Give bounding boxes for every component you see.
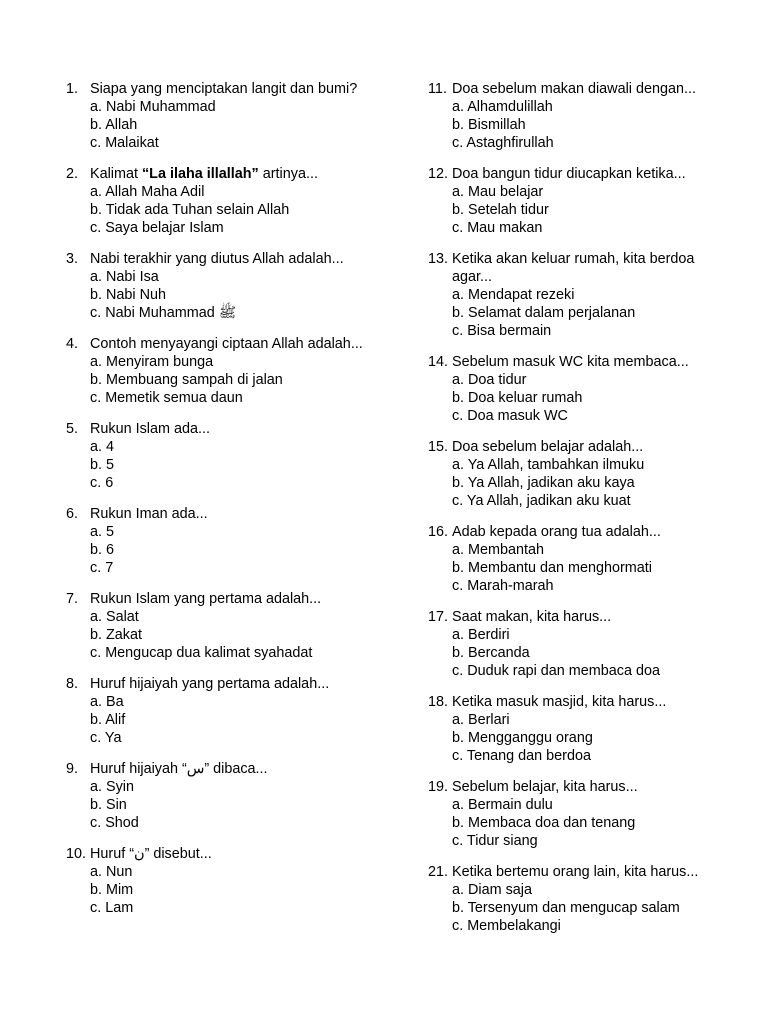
question-number: 19. [428, 779, 449, 795]
question-number: 1. [66, 81, 79, 97]
question-body [452, 80, 728, 152]
question-text: Rukun Islam ada... [90, 421, 210, 437]
answer-option: b. Bismillah [452, 117, 526, 133]
answer-option: c. Astaghfirullah [452, 135, 554, 151]
answer-option: b. Sin [90, 797, 127, 813]
answer-option: c. Marah-marah [452, 578, 554, 594]
question-body [90, 335, 366, 407]
question-item [66, 80, 366, 152]
answer-option: c. Malaikat [90, 135, 159, 151]
answer-option: b. Mengganggu orang [452, 730, 593, 746]
answer-option: a. Berlari [452, 712, 510, 728]
question-item [428, 438, 728, 510]
question-item [428, 165, 728, 237]
question-body [452, 693, 728, 765]
answer-option: b. Tersenyum dan mengucap salam [452, 900, 680, 916]
question-text [90, 165, 366, 183]
answer-option: b. Selamat dalam perjalanan [452, 305, 636, 321]
question-item [66, 420, 366, 492]
question-body [452, 608, 728, 680]
answer-option: b. Zakat [90, 627, 142, 643]
answer-option: b. 5 [90, 457, 115, 473]
answer-option: c. Tenang dan berdoa [452, 748, 591, 764]
question-number: 10. [66, 846, 87, 862]
answer-option: a. Nabi Muhammad [90, 99, 216, 115]
answer-option: a. Mau belajar [452, 184, 544, 200]
answer-option: b. Alif [90, 712, 126, 728]
question-number: 5. [66, 421, 79, 437]
question-number: 16. [428, 524, 449, 540]
question-text-suffix: artinya... [258, 166, 318, 182]
answer-option: a. 5 [90, 524, 115, 540]
answer-option: a. Allah Maha Adil [90, 184, 205, 200]
answer-option: a. Menyiram bunga [90, 354, 214, 370]
answer-option: a. Alhamdulillah [452, 99, 553, 115]
question-number: 9. [66, 761, 79, 777]
answer-option: b. Doa keluar rumah [452, 390, 583, 406]
question-text: Contoh menyayangi ciptaan Allah adalah... [90, 336, 363, 352]
question-text: Doa sebelum belajar adalah... [452, 439, 644, 455]
answer-option: a. Doa tidur [452, 372, 527, 388]
question-item [428, 778, 728, 850]
answer-option: b. Bercanda [452, 645, 530, 661]
answer-option: a. Bermain dulu [452, 797, 553, 813]
question-item [66, 675, 366, 747]
question-item [428, 250, 728, 340]
question-body [452, 438, 728, 510]
question-text: Siapa yang menciptakan langit dan bumi? [90, 81, 358, 97]
answer-option: a. Ya Allah, tambahkan ilmuku [452, 457, 645, 473]
answer-option: a. Ba [90, 694, 124, 710]
answer-option: c. Ya Allah, jadikan aku kuat [452, 493, 631, 509]
answer-option: c. Shod [90, 815, 139, 831]
question-text: Sebelum masuk WC kita membaca... [452, 354, 689, 370]
question-text: Adab kepada orang tua adalah... [452, 524, 661, 540]
question-body [90, 165, 366, 237]
answer-option: c. Membelakangi [452, 918, 561, 934]
question-body [90, 250, 366, 322]
question-text: Ketika masuk masjid, kita harus... [452, 694, 667, 710]
answer-option: a. Berdiri [452, 627, 510, 643]
answer-option: a. Mendapat rezeki [452, 287, 575, 303]
question-body [90, 845, 366, 917]
answer-option: b. Membuang sampah di jalan [90, 372, 283, 388]
answer-option: b. Membantu dan menghormati [452, 560, 652, 576]
answer-option: a. Salat [90, 609, 139, 625]
answer-option: a. Diam saja [452, 882, 532, 898]
answer-option: c. Saya belajar Islam [90, 220, 224, 236]
answer-option: b. 6 [90, 542, 115, 558]
question-item [428, 80, 728, 152]
question-text-prefix: Kalimat [90, 166, 142, 182]
answer-option: c. Duduk rapi dan membaca doa [452, 663, 660, 679]
answer-option: c. Doa masuk WC [452, 408, 568, 424]
answer-option: a. Membantah [452, 542, 544, 558]
question-body [90, 505, 366, 577]
question-number: 8. [66, 676, 79, 692]
question-text: Ketika akan keluar rumah, kita berdoa agar... [452, 251, 695, 285]
question-number: 6. [66, 506, 79, 522]
question-text: Nabi terakhir yang diutus Allah adalah... [90, 251, 344, 267]
question-item [428, 608, 728, 680]
answer-option: c. Memetik semua daun [90, 390, 243, 406]
question-body [90, 80, 366, 152]
answer-option: b. Setelah tidur [452, 202, 549, 218]
answer-option: c. Nabi Muhammad ﷺ [90, 305, 237, 321]
question-item [428, 353, 728, 425]
question-number: 15. [428, 439, 449, 455]
answer-option: c. 6 [90, 475, 114, 491]
question-number: 12. [428, 166, 449, 182]
answer-option: a. Syin [90, 779, 134, 795]
answer-option: c. 7 [90, 560, 114, 576]
question-column-left [66, 80, 366, 930]
answer-option: a. Nun [90, 864, 133, 880]
answer-option: b. Nabi Nuh [90, 287, 166, 303]
question-item [66, 760, 366, 832]
answer-option: a. Nabi Isa [90, 269, 159, 285]
question-number: 4. [66, 336, 79, 352]
question-body [90, 675, 366, 747]
answer-option: c. Bisa bermain [452, 323, 552, 339]
answer-option: c. Tidur siang [452, 833, 538, 849]
answer-option: c. Ya [90, 730, 122, 746]
question-item [66, 165, 366, 237]
question-text: Doa sebelum makan diawali dengan... [452, 81, 696, 97]
question-item [66, 505, 366, 577]
answer-option: b. Tidak ada Tuhan selain Allah [90, 202, 290, 218]
question-text: Rukun Iman ada... [90, 506, 208, 522]
question-number: 11. [428, 81, 447, 97]
question-item [66, 590, 366, 662]
question-number: 7. [66, 591, 79, 607]
question-number: 18. [428, 694, 449, 710]
answer-option: b. Membaca doa dan tenang [452, 815, 636, 831]
answer-option: b. Mim [90, 882, 134, 898]
question-text: Sebelum belajar, kita harus... [452, 779, 638, 795]
answer-option: b. Allah [90, 117, 138, 133]
answer-option: c. Mau makan [452, 220, 543, 236]
question-number: 13. [428, 251, 449, 267]
question-text: Huruf “ن” disebut... [90, 846, 212, 862]
question-item [66, 250, 366, 322]
question-text: Ketika bertemu orang lain, kita harus... [452, 864, 699, 880]
question-number: 2. [66, 166, 79, 182]
answer-option: c. Mengucap dua kalimat syahadat [90, 645, 313, 661]
question-item [428, 693, 728, 765]
question-body [90, 590, 366, 662]
question-number: 14. [428, 354, 449, 370]
answer-option: b. Ya Allah, jadikan aku kaya [452, 475, 635, 491]
question-body [452, 250, 728, 340]
question-body [452, 523, 728, 595]
question-item [66, 335, 366, 407]
answer-option: a. 4 [90, 439, 115, 455]
question-number: 3. [66, 251, 79, 267]
question-text: Huruf hijaiyah yang pertama adalah... [90, 676, 330, 692]
question-body [452, 778, 728, 850]
question-body [90, 760, 366, 832]
answer-option: c. Lam [90, 900, 134, 916]
question-body [452, 165, 728, 237]
question-column-right [428, 80, 728, 948]
question-item [428, 863, 728, 935]
question-text: Rukun Islam yang pertama adalah... [90, 591, 322, 607]
question-item [428, 523, 728, 595]
question-text: Doa bangun tidur diucapkan ketika... [452, 166, 686, 182]
question-body [452, 863, 728, 935]
question-number: 21. [428, 864, 449, 880]
question-text: Huruf hijaiyah “س” dibaca... [90, 761, 268, 777]
question-text: Saat makan, kita harus... [452, 609, 612, 625]
question-number: 17. [428, 609, 449, 625]
question-text-bold-phrase: “La ilaha illallah” [141, 166, 259, 182]
question-item [66, 845, 366, 917]
question-body [90, 420, 366, 492]
question-body [452, 353, 728, 425]
